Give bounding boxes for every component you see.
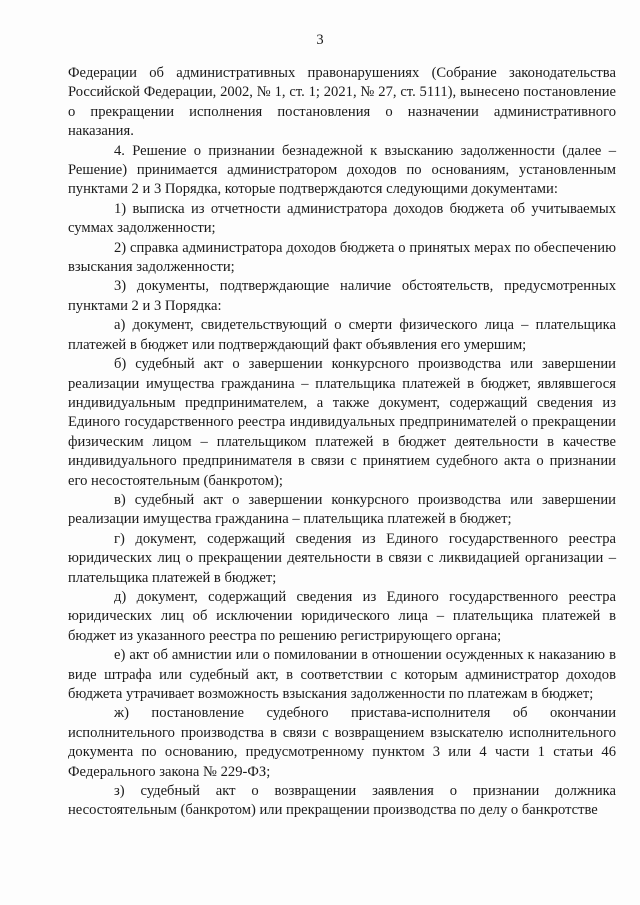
page-number: 3 — [316, 32, 324, 48]
paragraph-subitem-2: 2) справка администратора доходов бюджета о принятых мерах по обеспечению взыскания задолженности; — [68, 239, 616, 276]
paragraph-subitem-d: д) документ, содержащий сведения из Единого государственного реестра юридических лиц об исключении юридического лица – плательщика платежей в бюджет из указанного реестра по решению регистрирующего органа; — [68, 588, 616, 644]
paragraph-item-4: 4. Решение о признании безнадежной к взысканию задолженности (далее – Решение) принимается администратором доходов по основаниям, установленным пунктами 2 и 3 Порядка, которые подтверждаются следующими документами: — [68, 142, 616, 198]
paragraph-subitem-b: б) судебный акт о завершении конкурсного производства или завершении реализации имущества гражданина – плательщика платежей в бюджет, являвшегося индивидуальным предпринимателем, а также документ, содержащий сведения из Единого государственного реестра индивидуальных предпринимателей о прекращении физическим лицом – плательщиком платежей в бюджет деятельности в качестве индивидуального предпринимателя в связи с принятием судебного акта о признании его несостоятельным (банкротом); — [68, 356, 616, 489]
paragraph-subitem-a: а) документ, свидетельствующий о смерти физического лица – плательщика платежей в бюджет или подтверждающий факт объявления его умершим; — [68, 317, 616, 353]
paragraph-subitem-v: в) судебный акт о завершении конкурсного производства или завершении реализации имущества гражданина – плательщика платежей в бюджет; — [68, 491, 616, 528]
paragraph-subitem-3: 3) документы, подтверждающие наличие обстоятельств, предусмотренных пунктами 2 и 3 Порядка: — [68, 278, 616, 314]
paragraph-subitem-zh: ж) постановление судебного пристава-исполнителя об окончании исполнительного производства в связи с возвращением взыскателю исполнительного документа по основанию, предусмотренному пунктом 3 или 4 части 1 статьи 46 Федерального закона № 229-ФЗ; — [68, 705, 616, 780]
paragraph-continuation: Федерации об административных правонарушениях (Собрание законодательства Российской Федерации, 2002, № 1, ст. 1; 2021, № 27, ст. 5111), вынесено постановление о прекращении исполнения постановления о назначении административного наказания. — [68, 65, 616, 140]
paragraph-subitem-g: г) документ, содержащий сведения из Единого государственного реестра юридических лиц о прекращении деятельности в связи с ликвидацией организации – плательщика платежей в бюджет; — [68, 530, 616, 586]
document-body — [68, 64, 616, 821]
paragraph-subitem-1: 1) выписка из отчетности администратора доходов бюджета об учитываемых суммах задолженности; — [68, 200, 616, 237]
paragraph-subitem-e: е) акт об амнистии или о помиловании в отношении осужденных к наказанию в виде штрафа или судебный акт, в соответствии с которым администратор доходов бюджета утрачивает возможность взыскания задолженности по платежам в бюджет; — [68, 647, 616, 702]
paragraph-subitem-z: з) судебный акт о возвращении заявления о признании должника несостоятельным (банкротом) или прекращении производства по делу о банкротстве — [68, 783, 616, 819]
